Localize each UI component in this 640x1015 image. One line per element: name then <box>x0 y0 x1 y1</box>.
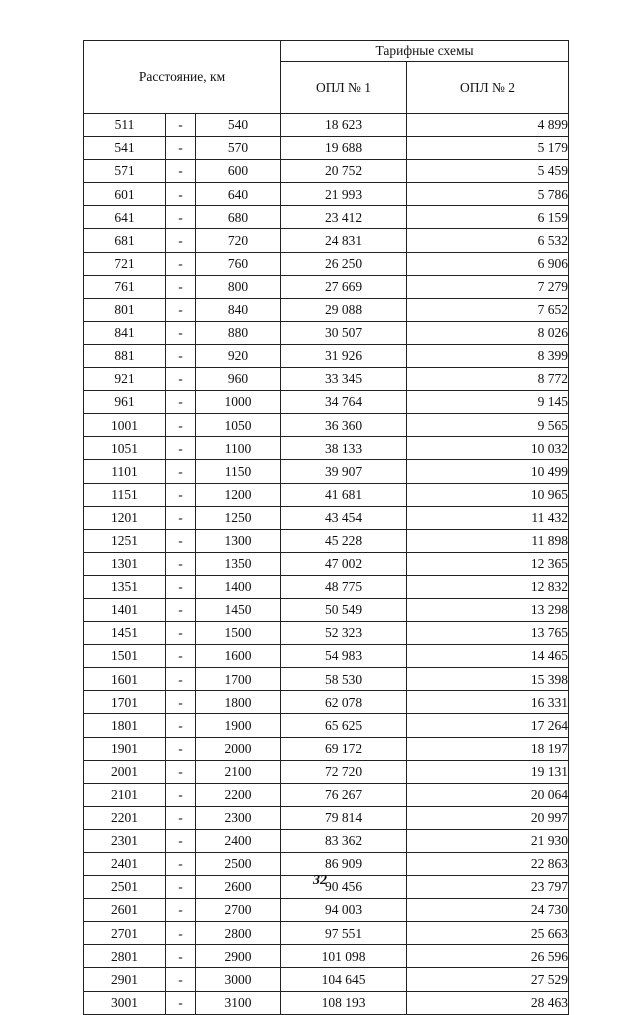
distance-to-cell: 1100 <box>196 437 281 460</box>
distance-to-cell: 760 <box>196 252 281 275</box>
table-row <box>84 552 569 575</box>
distance-from-cell: 1901 <box>84 737 166 760</box>
opl1-value-cell: 52 323 <box>281 622 407 645</box>
tariff-table <box>83 40 569 1015</box>
table-row <box>84 206 569 229</box>
range-dash-cell: - <box>166 298 196 321</box>
opl2-value-cell: 12 832 <box>407 575 569 598</box>
distance-to-cell: 2000 <box>196 737 281 760</box>
table-row <box>84 321 569 344</box>
opl1-value-cell: 34 764 <box>281 391 407 414</box>
distance-from-cell: 2201 <box>84 806 166 829</box>
distance-from-cell: 921 <box>84 368 166 391</box>
table-row <box>84 344 569 367</box>
distance-from-cell: 1501 <box>84 645 166 668</box>
opl2-value-cell: 6 159 <box>407 206 569 229</box>
distance-to-cell: 2100 <box>196 760 281 783</box>
table-row <box>84 160 569 183</box>
opl1-value-cell: 29 088 <box>281 298 407 321</box>
distance-from-cell: 2601 <box>84 899 166 922</box>
range-dash-cell: - <box>166 460 196 483</box>
range-dash-cell: - <box>166 714 196 737</box>
table-row <box>84 899 569 922</box>
opl2-value-cell: 26 596 <box>407 945 569 968</box>
distance-from-cell: 1801 <box>84 714 166 737</box>
distance-to-cell: 880 <box>196 321 281 344</box>
opl1-value-cell: 21 993 <box>281 183 407 206</box>
table-row <box>84 298 569 321</box>
distance-to-cell: 2300 <box>196 806 281 829</box>
table-row <box>84 760 569 783</box>
table-row <box>84 529 569 552</box>
distance-from-cell: 1151 <box>84 483 166 506</box>
distance-to-cell: 2800 <box>196 922 281 945</box>
table-row <box>84 922 569 945</box>
table-row <box>84 622 569 645</box>
opl2-value-cell: 5 786 <box>407 183 569 206</box>
table-row <box>84 137 569 160</box>
opl1-value-cell: 18 623 <box>281 114 407 137</box>
distance-from-cell: 2501 <box>84 876 166 899</box>
distance-from-cell: 1101 <box>84 460 166 483</box>
table-row <box>84 691 569 714</box>
opl2-value-cell: 28 463 <box>407 991 569 1014</box>
opl2-value-cell: 19 131 <box>407 760 569 783</box>
distance-from-cell: 541 <box>84 137 166 160</box>
range-dash-cell: - <box>166 206 196 229</box>
opl1-value-cell: 26 250 <box>281 252 407 275</box>
range-dash-cell: - <box>166 114 196 137</box>
opl2-value-cell: 27 529 <box>407 968 569 991</box>
table-row <box>84 229 569 252</box>
range-dash-cell: - <box>166 668 196 691</box>
distance-from-cell: 681 <box>84 229 166 252</box>
table-row <box>84 968 569 991</box>
table-row <box>84 945 569 968</box>
opl1-value-cell: 72 720 <box>281 760 407 783</box>
opl2-value-cell: 8 399 <box>407 344 569 367</box>
opl2-value-cell: 4 899 <box>407 114 569 137</box>
distance-from-cell: 571 <box>84 160 166 183</box>
range-dash-cell: - <box>166 506 196 529</box>
distance-from-cell: 881 <box>84 344 166 367</box>
opl1-value-cell: 38 133 <box>281 437 407 460</box>
distance-from-cell: 2701 <box>84 922 166 945</box>
range-dash-cell: - <box>166 968 196 991</box>
distance-to-cell: 3100 <box>196 991 281 1014</box>
distance-to-cell: 840 <box>196 298 281 321</box>
opl1-header: ОПЛ № 1 <box>281 62 407 114</box>
opl2-value-cell: 10 499 <box>407 460 569 483</box>
opl2-value-cell: 6 906 <box>407 252 569 275</box>
opl1-value-cell: 48 775 <box>281 575 407 598</box>
range-dash-cell: - <box>166 691 196 714</box>
distance-to-cell: 540 <box>196 114 281 137</box>
distance-from-cell: 1701 <box>84 691 166 714</box>
range-dash-cell: - <box>166 391 196 414</box>
opl2-value-cell: 14 465 <box>407 645 569 668</box>
distance-to-cell: 2200 <box>196 783 281 806</box>
distance-to-cell: 1700 <box>196 668 281 691</box>
range-dash-cell: - <box>166 622 196 645</box>
distance-to-cell: 1400 <box>196 575 281 598</box>
range-dash-cell: - <box>166 321 196 344</box>
opl1-value-cell: 65 625 <box>281 714 407 737</box>
range-dash-cell: - <box>166 483 196 506</box>
distance-from-cell: 961 <box>84 391 166 414</box>
range-dash-cell: - <box>166 575 196 598</box>
distance-header: Расстояние, км <box>84 41 281 114</box>
distance-to-cell: 1600 <box>196 645 281 668</box>
distance-to-cell: 2600 <box>196 876 281 899</box>
opl1-value-cell: 20 752 <box>281 160 407 183</box>
table-row <box>84 391 569 414</box>
range-dash-cell: - <box>166 183 196 206</box>
distance-to-cell: 1900 <box>196 714 281 737</box>
opl1-value-cell: 104 645 <box>281 968 407 991</box>
opl2-value-cell: 18 197 <box>407 737 569 760</box>
distance-to-cell: 640 <box>196 183 281 206</box>
opl1-value-cell: 54 983 <box>281 645 407 668</box>
table-row <box>84 114 569 137</box>
distance-to-cell: 2900 <box>196 945 281 968</box>
table-row <box>84 645 569 668</box>
distance-to-cell: 920 <box>196 344 281 367</box>
range-dash-cell: - <box>166 945 196 968</box>
opl1-value-cell: 76 267 <box>281 783 407 806</box>
table-row <box>84 598 569 621</box>
opl2-value-cell: 9 145 <box>407 391 569 414</box>
opl2-value-cell: 20 997 <box>407 806 569 829</box>
table-row <box>84 460 569 483</box>
opl1-value-cell: 33 345 <box>281 368 407 391</box>
opl1-value-cell: 90 456 <box>281 876 407 899</box>
table-row <box>84 483 569 506</box>
opl1-value-cell: 43 454 <box>281 506 407 529</box>
opl2-value-cell: 25 663 <box>407 922 569 945</box>
tariff-schemes-header: Тарифные схемы <box>281 41 569 62</box>
table-row <box>84 437 569 460</box>
table-row <box>84 737 569 760</box>
opl2-value-cell: 5 459 <box>407 160 569 183</box>
opl2-value-cell: 20 064 <box>407 783 569 806</box>
distance-from-cell: 761 <box>84 275 166 298</box>
opl2-value-cell: 24 730 <box>407 899 569 922</box>
distance-from-cell: 1401 <box>84 598 166 621</box>
opl1-value-cell: 41 681 <box>281 483 407 506</box>
opl1-value-cell: 23 412 <box>281 206 407 229</box>
range-dash-cell: - <box>166 760 196 783</box>
distance-to-cell: 2500 <box>196 853 281 876</box>
opl2-value-cell: 16 331 <box>407 691 569 714</box>
distance-to-cell: 1200 <box>196 483 281 506</box>
distance-to-cell: 1250 <box>196 506 281 529</box>
opl2-value-cell: 8 026 <box>407 321 569 344</box>
distance-from-cell: 1601 <box>84 668 166 691</box>
distance-from-cell: 841 <box>84 321 166 344</box>
range-dash-cell: - <box>166 783 196 806</box>
opl2-value-cell: 9 565 <box>407 414 569 437</box>
range-dash-cell: - <box>166 344 196 367</box>
range-dash-cell: - <box>166 414 196 437</box>
table-row <box>84 183 569 206</box>
range-dash-cell: - <box>166 853 196 876</box>
opl2-value-cell: 10 965 <box>407 483 569 506</box>
opl2-value-cell: 21 930 <box>407 829 569 852</box>
table-row <box>84 829 569 852</box>
opl2-value-cell: 17 264 <box>407 714 569 737</box>
opl2-value-cell: 11 898 <box>407 529 569 552</box>
range-dash-cell: - <box>166 137 196 160</box>
opl1-value-cell: 62 078 <box>281 691 407 714</box>
opl2-value-cell: 11 432 <box>407 506 569 529</box>
range-dash-cell: - <box>166 876 196 899</box>
distance-from-cell: 801 <box>84 298 166 321</box>
table-row <box>84 783 569 806</box>
opl2-value-cell: 5 179 <box>407 137 569 160</box>
distance-to-cell: 2700 <box>196 899 281 922</box>
table-row <box>84 575 569 598</box>
opl1-value-cell: 47 002 <box>281 552 407 575</box>
opl1-value-cell: 27 669 <box>281 275 407 298</box>
distance-to-cell: 1450 <box>196 598 281 621</box>
distance-from-cell: 2101 <box>84 783 166 806</box>
opl1-value-cell: 108 193 <box>281 991 407 1014</box>
range-dash-cell: - <box>166 737 196 760</box>
range-dash-cell: - <box>166 368 196 391</box>
range-dash-cell: - <box>166 899 196 922</box>
opl1-value-cell: 45 228 <box>281 529 407 552</box>
distance-from-cell: 1451 <box>84 622 166 645</box>
opl2-value-cell: 23 797 <box>407 876 569 899</box>
opl2-value-cell: 13 765 <box>407 622 569 645</box>
distance-from-cell: 2401 <box>84 853 166 876</box>
distance-to-cell: 800 <box>196 275 281 298</box>
opl2-value-cell: 8 772 <box>407 368 569 391</box>
range-dash-cell: - <box>166 160 196 183</box>
distance-from-cell: 1301 <box>84 552 166 575</box>
opl2-value-cell: 13 298 <box>407 598 569 621</box>
opl1-value-cell: 86 909 <box>281 853 407 876</box>
opl2-value-cell: 7 279 <box>407 275 569 298</box>
range-dash-cell: - <box>166 229 196 252</box>
distance-to-cell: 1800 <box>196 691 281 714</box>
range-dash-cell: - <box>166 552 196 575</box>
distance-from-cell: 2001 <box>84 760 166 783</box>
opl2-value-cell: 10 032 <box>407 437 569 460</box>
distance-from-cell: 641 <box>84 206 166 229</box>
range-dash-cell: - <box>166 991 196 1014</box>
distance-to-cell: 960 <box>196 368 281 391</box>
opl1-value-cell: 79 814 <box>281 806 407 829</box>
range-dash-cell: - <box>166 529 196 552</box>
distance-from-cell: 2801 <box>84 945 166 968</box>
distance-to-cell: 720 <box>196 229 281 252</box>
opl1-value-cell: 83 362 <box>281 829 407 852</box>
table-row <box>84 275 569 298</box>
distance-to-cell: 1500 <box>196 622 281 645</box>
table-row <box>84 252 569 275</box>
distance-to-cell: 2400 <box>196 829 281 852</box>
opl1-value-cell: 24 831 <box>281 229 407 252</box>
table-row <box>84 506 569 529</box>
range-dash-cell: - <box>166 922 196 945</box>
distance-to-cell: 1000 <box>196 391 281 414</box>
distance-from-cell: 2301 <box>84 829 166 852</box>
distance-from-cell: 1051 <box>84 437 166 460</box>
opl2-header: ОПЛ № 2 <box>407 62 569 114</box>
opl1-value-cell: 30 507 <box>281 321 407 344</box>
table-row <box>84 368 569 391</box>
opl1-value-cell: 36 360 <box>281 414 407 437</box>
distance-from-cell: 1001 <box>84 414 166 437</box>
table-row <box>84 806 569 829</box>
range-dash-cell: - <box>166 275 196 298</box>
range-dash-cell: - <box>166 598 196 621</box>
distance-from-cell: 721 <box>84 252 166 275</box>
distance-from-cell: 1251 <box>84 529 166 552</box>
table-row <box>84 668 569 691</box>
distance-from-cell: 511 <box>84 114 166 137</box>
page-number: 32 <box>313 873 327 888</box>
opl1-value-cell: 69 172 <box>281 737 407 760</box>
opl2-value-cell: 6 532 <box>407 229 569 252</box>
range-dash-cell: - <box>166 252 196 275</box>
opl1-value-cell: 101 098 <box>281 945 407 968</box>
distance-to-cell: 1350 <box>196 552 281 575</box>
range-dash-cell: - <box>166 806 196 829</box>
distance-to-cell: 1300 <box>196 529 281 552</box>
distance-from-cell: 3001 <box>84 991 166 1014</box>
distance-to-cell: 1150 <box>196 460 281 483</box>
distance-to-cell: 570 <box>196 137 281 160</box>
distance-to-cell: 680 <box>196 206 281 229</box>
distance-from-cell: 1351 <box>84 575 166 598</box>
range-dash-cell: - <box>166 437 196 460</box>
distance-to-cell: 3000 <box>196 968 281 991</box>
opl1-value-cell: 39 907 <box>281 460 407 483</box>
opl1-value-cell: 94 003 <box>281 899 407 922</box>
range-dash-cell: - <box>166 829 196 852</box>
distance-from-cell: 1201 <box>84 506 166 529</box>
opl1-value-cell: 19 688 <box>281 137 407 160</box>
table-row <box>84 714 569 737</box>
distance-to-cell: 1050 <box>196 414 281 437</box>
opl2-value-cell: 12 365 <box>407 552 569 575</box>
range-dash-cell: - <box>166 645 196 668</box>
distance-to-cell: 600 <box>196 160 281 183</box>
table-row <box>84 414 569 437</box>
opl1-value-cell: 97 551 <box>281 922 407 945</box>
opl2-value-cell: 15 398 <box>407 668 569 691</box>
table-row <box>84 991 569 1014</box>
distance-from-cell: 601 <box>84 183 166 206</box>
opl1-value-cell: 58 530 <box>281 668 407 691</box>
opl2-value-cell: 7 652 <box>407 298 569 321</box>
opl2-value-cell: 22 863 <box>407 853 569 876</box>
opl1-value-cell: 31 926 <box>281 344 407 367</box>
distance-from-cell: 2901 <box>84 968 166 991</box>
opl1-value-cell: 50 549 <box>281 598 407 621</box>
